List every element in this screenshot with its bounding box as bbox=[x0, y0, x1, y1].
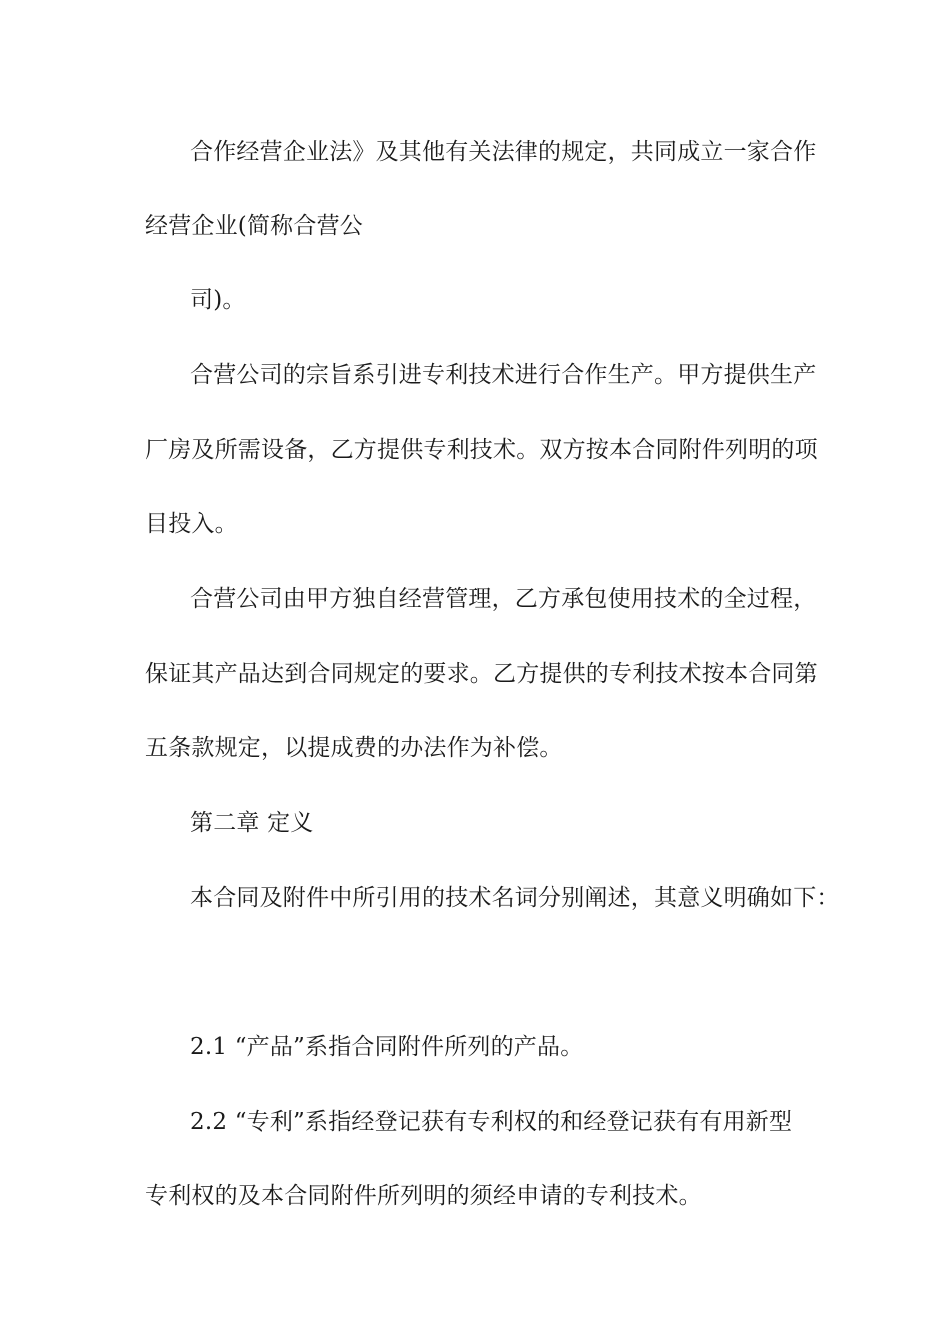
clause-line: 2.1 “产品”系指合同附件所列的产品。 bbox=[190, 1034, 584, 1060]
paragraph-line: 保证其产品达到合同规定的要求。乙方提供的专利技术按本合同第 bbox=[145, 661, 818, 687]
paragraph-line: 合营公司的宗旨系引进专利技术进行合作生产。甲方提供生产 bbox=[190, 362, 817, 388]
paragraph-line: 合营公司由甲方独自经营管理，乙方承包使用技术的全过程， bbox=[190, 586, 817, 612]
paragraph-line: 本合同及附件中所引用的技术名词分别阐述，其意义明确如下： bbox=[190, 885, 840, 911]
paragraph-line: 目投入。 bbox=[145, 511, 238, 537]
paragraph-line: 厂房及所需设备，乙方提供专利技术。双方按本合同附件列明的项 bbox=[145, 437, 818, 463]
chapter-heading: 第二章 定义 bbox=[190, 810, 314, 836]
clause-line: 专利权的及本合同附件所列明的须经申请的专利技术。 bbox=[145, 1183, 702, 1209]
paragraph-line: 合作经营企业法》及其他有关法律的规定，共同成立一家合作 bbox=[190, 139, 817, 165]
paragraph-line: 经营企业(简称合营公 bbox=[145, 213, 363, 239]
paragraph-line: 司)。 bbox=[190, 287, 246, 313]
clause-line: 2.2 “专利”系指经登记获有专利权的和经登记获有有用新型 bbox=[190, 1109, 793, 1135]
paragraph-line: 五条款规定，以提成费的办法作为补偿。 bbox=[145, 735, 563, 761]
